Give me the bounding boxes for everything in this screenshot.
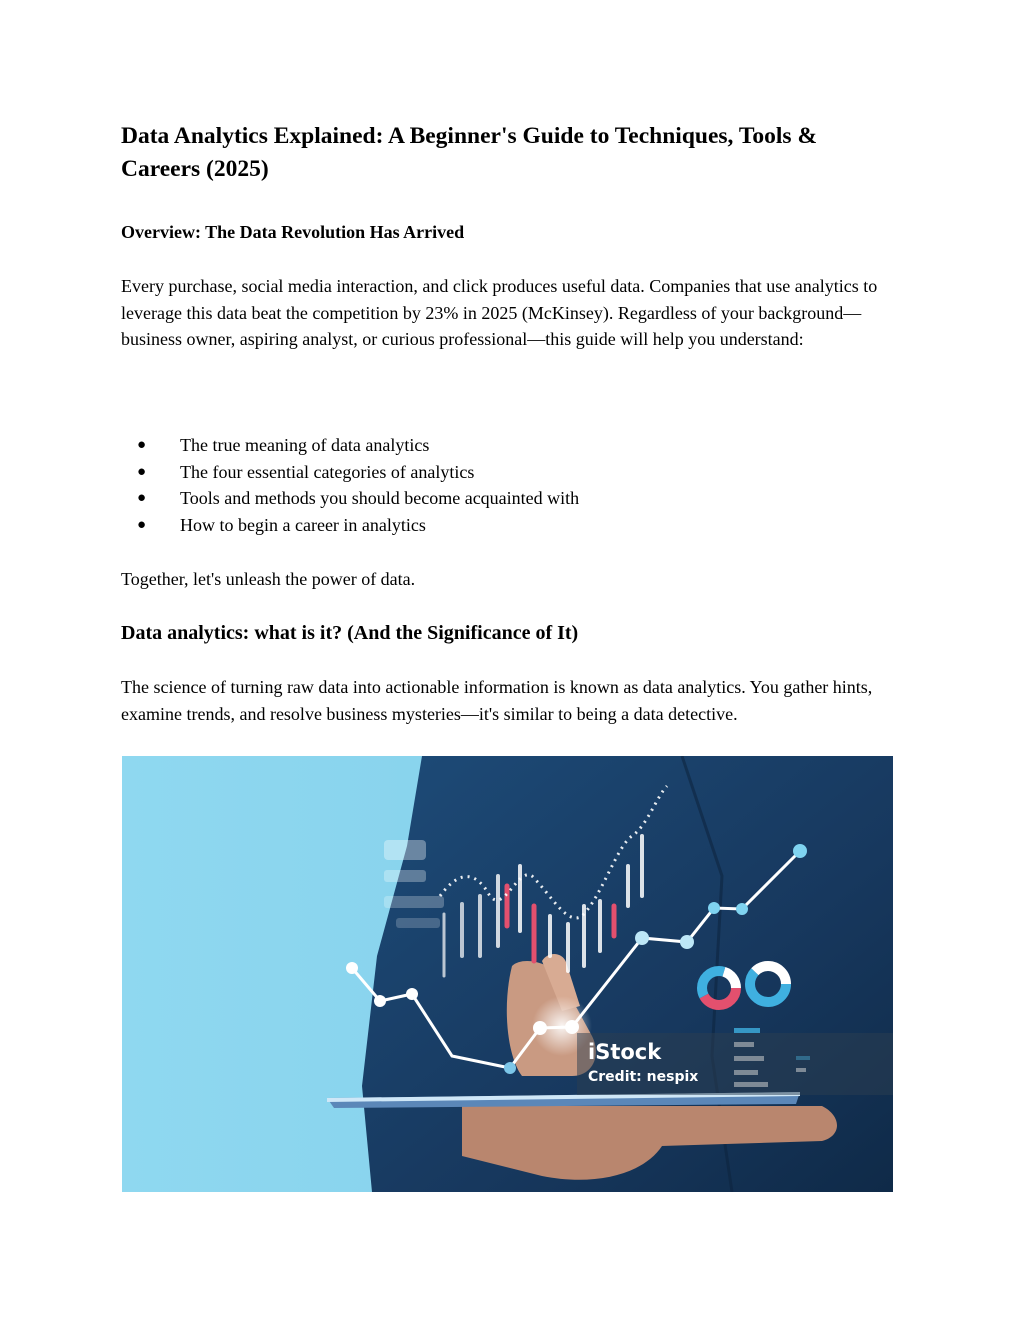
bullet-icon: ● [137, 463, 147, 480]
document-title: Data Analytics Explained: A Beginner's Guide to Techniques, Tools & Careers (2025) [121, 123, 818, 182]
bullet-icon: ● [137, 490, 147, 507]
section-heading: Data analytics: what is it? (And the Significance of It) [121, 622, 579, 644]
intro-paragraph: Every purchase, social media interaction, and click produces useful data. Companies that use analytics to leverage this data beat the competition by 23% in 2025 (McKinsey). Regardless of your background—business owner, aspiring analyst, or curious professional—this guide will help you understand: [121, 276, 878, 350]
list-item: ● The true meaning of data analytics [121, 432, 881, 459]
topics-list [121, 432, 881, 539]
stock-photo [122, 756, 893, 1192]
bullet-icon: ● [137, 517, 147, 534]
bullet-icon: ● [137, 437, 147, 453]
closing-paragraph: Together, let's unleash the power of data. [121, 569, 416, 589]
photo-credit: Credit: nespix [588, 1069, 699, 1085]
istock-watermark: iStock [588, 1040, 662, 1064]
list-item: ● How to begin a career in analytics [121, 512, 881, 539]
list-item: ● The four essential categories of analytics [121, 459, 881, 486]
list-item: ● Tools and methods you should become acquainted with [121, 485, 881, 512]
photo-illustration [122, 756, 893, 1192]
overview-heading: Overview: The Data Revolution Has Arrived [121, 222, 465, 242]
section-paragraph: The science of turning raw data into actionable information is known as data analytics. You gather hints, examine trends, and resolve business mysteries—it's similar to being a data detective. [121, 677, 873, 724]
